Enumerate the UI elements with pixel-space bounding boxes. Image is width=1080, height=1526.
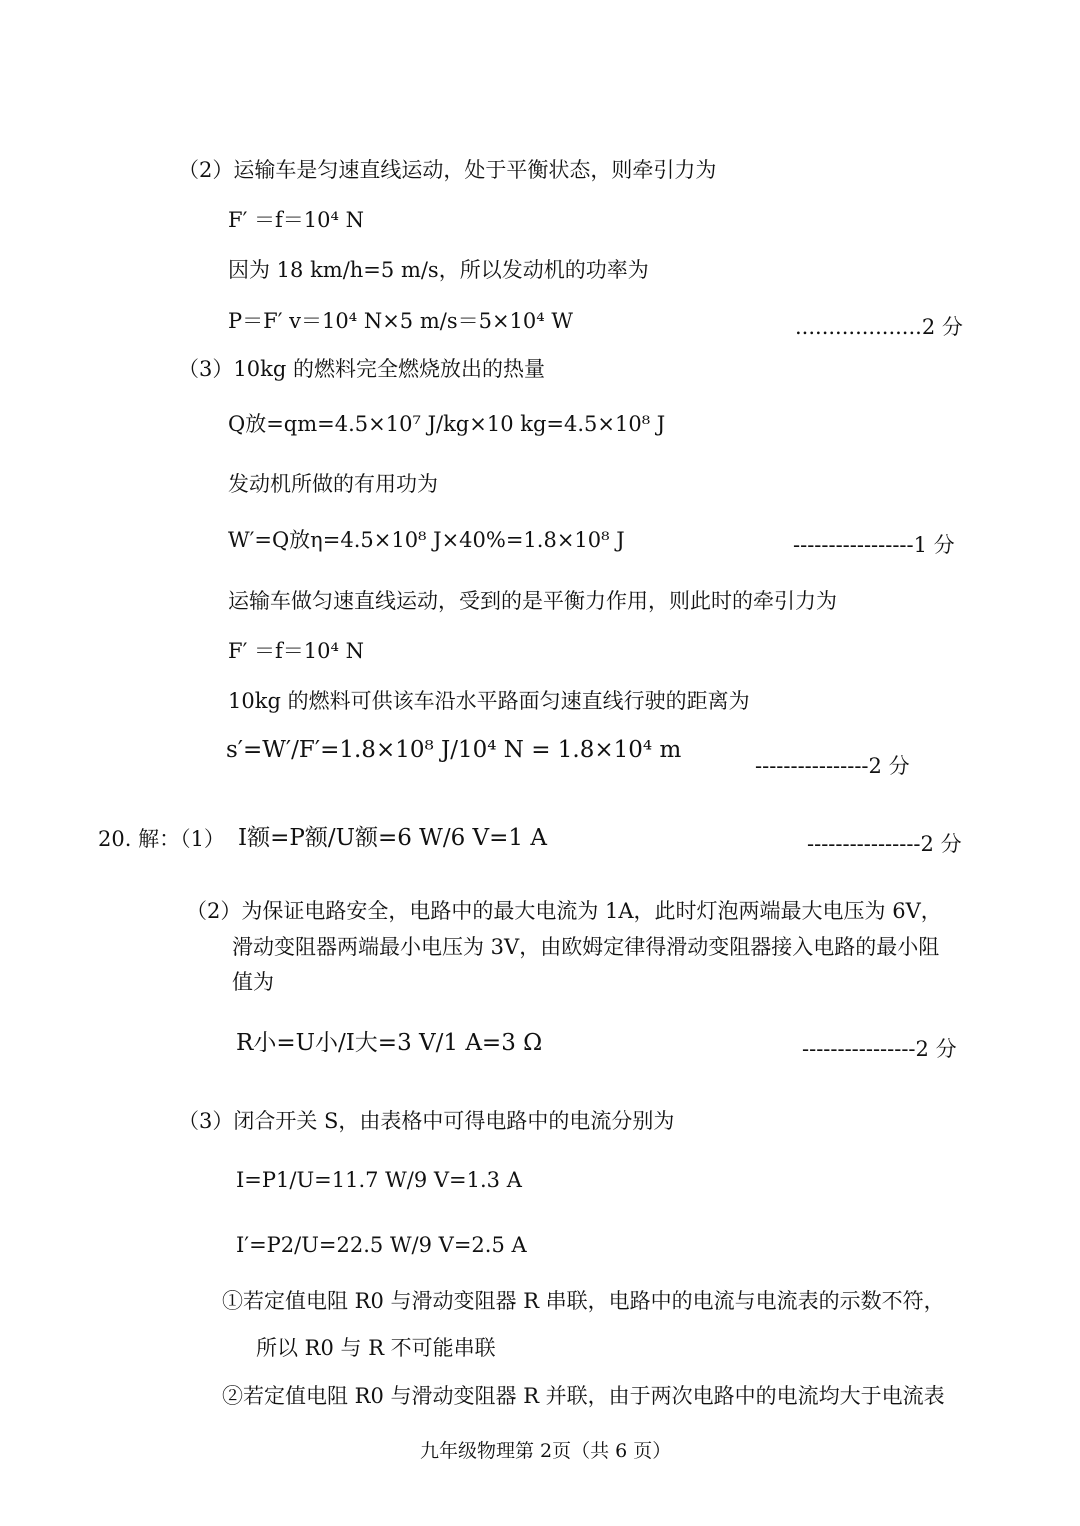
sub2-line-1: （2）为保证电路安全，电路中的最大电流为 1A，此时灯泡两端最大电压为 6V， [186, 899, 942, 923]
equation-power: P＝F′ v＝10⁴ N×5 m/s＝5×10⁴ W [228, 309, 573, 333]
equation-traction-force-2: F′ ＝f＝10⁴ N [228, 639, 364, 663]
case-1-line-2: 所以 R0 与 R 不可能串联 [256, 1336, 496, 1360]
equation-work: W′=Q放η=4.5×10⁸ J×40%=1.8×10⁸ J [228, 528, 625, 552]
part3-text: 10kg 的燃料完全燃烧放出的热量 [233, 357, 545, 381]
case-2-line-1: ②若定值电阻 R0 与滑动变阻器 R 并联，由于两次电路中的电流均大于电流表 [222, 1384, 945, 1408]
equation-rated-current: I额=P额/U额=6 W/6 V=1 A [238, 825, 547, 851]
sub2-line-3: 值为 [232, 970, 274, 994]
part2-line [178, 158, 716, 183]
equation-current-1: I=P1/U=11.7 W/9 V=1.3 A [236, 1168, 522, 1192]
score-min-resistance: ----------------2 分 [802, 1037, 957, 1061]
page-footer: 九年级物理第 2页（共 6 页） [420, 1440, 672, 1462]
part3-line [178, 357, 545, 382]
speed-conversion-text: 因为 18 km/h=5 m/s，所以发动机的功率为 [228, 258, 649, 282]
sub3-line: （3）闭合开关 S，由表格中可得电路中的电流分别为 [178, 1109, 675, 1133]
score-distance: ----------------2 分 [755, 754, 910, 778]
score-work: -----------------1 分 [793, 533, 955, 557]
question-20-label: 20. 解：（1） [98, 827, 225, 851]
useful-work-text: 发动机所做的有用功为 [228, 472, 438, 496]
distance-text: 10kg 的燃料可供该车沿水平路面匀速直线行驶的距离为 [228, 689, 750, 713]
equation-traction-force-1: F′ ＝f＝10⁴ N [228, 208, 364, 232]
case-1-line-1: ①若定值电阻 R0 与滑动变阻器 R 串联，电路中的电流与电流表的示数不符， [222, 1289, 945, 1313]
balance-force-text: 运输车做匀速直线运动，受到的是平衡力作用，则此时的牵引力为 [228, 589, 837, 613]
part2-label: （2） [178, 158, 234, 182]
sub2-line-2: 滑动变阻器两端最小电压为 3V，由欧姆定律得滑动变阻器接入电路的最小阻 [232, 935, 940, 959]
equation-min-resistance: R小=U小/I大=3 V/1 A=3 Ω [236, 1030, 543, 1056]
equation-heat: Q放=qm=4.5×10⁷ J/kg×10 kg=4.5×10⁸ J [228, 412, 666, 436]
equation-distance: s′=W′/F′=1.8×10⁸ J/10⁴ N = 1.8×10⁴ m [226, 737, 682, 763]
score-power: ...................2 分 [795, 315, 963, 339]
equation-current-2: I′=P2/U=22.5 W/9 V=2.5 A [236, 1233, 527, 1257]
score-rated-current: ----------------2 分 [807, 832, 962, 856]
part2-text: 运输车是匀速直线运动，处于平衡状态，则牵引力为 [233, 158, 717, 182]
part3-label: （3） [178, 357, 234, 381]
